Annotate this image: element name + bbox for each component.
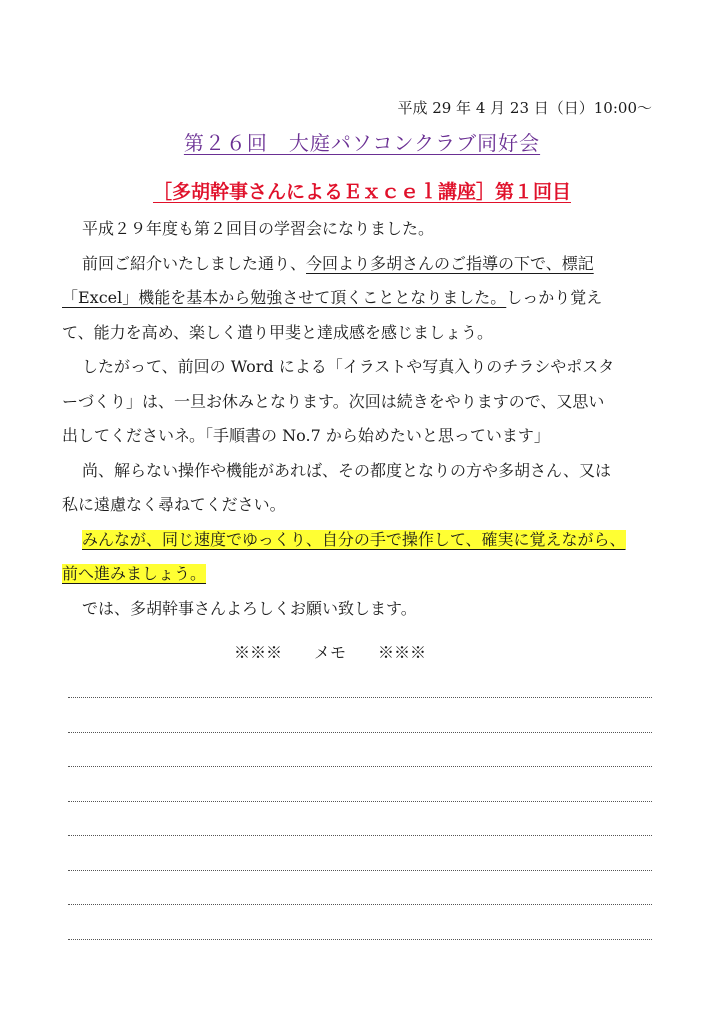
paragraph-2-line-1: [62, 247, 662, 282]
highlighted-text-1: みんなが、同じ速度でゆっくり、自分の手で操作して、確実に覚えながら、: [82, 529, 626, 549]
document-date: 平成 29 年 4 月 23 日（日）10:00～: [397, 99, 652, 117]
paragraph-2-underlined-text-2: 「Excel」機能を基本から勉強させて頂くこととなりました。: [62, 288, 507, 307]
paragraph-5-line-1: [62, 523, 662, 558]
paragraph-4-line-2: 私に遠慮なく尋ねてください。: [62, 495, 286, 514]
paragraph-3-line-2: ーづくり」は、一旦お休みとなります。次回は続きをやりますので、又思い: [62, 391, 605, 411]
memo-heading: ※※※ メモ ※※※: [234, 643, 427, 662]
memo-line: [68, 939, 652, 940]
document-subtitle: [0, 177, 724, 204]
memo-line: [68, 766, 652, 767]
memo-lines: [68, 697, 652, 973]
paragraph-6: では、多胡幹事さんよろしくお願い致します。: [82, 598, 417, 618]
paragraph-5-line-2: [62, 557, 662, 592]
paragraph-1: 平成２９年度も第２回目の学習会になりました。: [82, 219, 435, 238]
paragraph-2-text: 前回ご紹介いたしました通り、: [82, 253, 307, 273]
memo-line: [68, 835, 652, 836]
paragraph-2-underlined-text: 今回より多胡さんのご指導の下で、標記: [306, 253, 594, 273]
memo-line: [68, 732, 652, 733]
document-body: [62, 212, 662, 626]
document-subtitle-text: ［多胡幹事さんによるＥｘｃｅｌ講座］第１回目: [152, 181, 571, 203]
paragraph-2-text-2: しっかり覚え: [506, 288, 603, 307]
document-title-text: 第２６回 大庭パソコンクラブ同好会: [183, 131, 541, 155]
paragraph-4-line-1: 尚、解らない操作や機能があれば、その都度となりの方や多胡さん、又は: [82, 460, 611, 480]
paragraph-2-line-3: て、能力を高め、楽しく遣り甲斐と達成感を感じましょう。: [62, 322, 494, 342]
paragraph-3-line-1: したがって、前回の Word による「イラストや写真入りのチラシやポスタ: [82, 357, 615, 376]
document-title: [0, 127, 724, 156]
highlighted-text-2: 前へ進みましょう。: [62, 564, 207, 583]
paragraph-3-line-3: 出してくださいネ。「手順書の No.7 から始めたいと思っています」: [62, 426, 550, 445]
memo-line: [68, 697, 652, 698]
memo-line: [68, 904, 652, 905]
memo-line: [68, 801, 652, 802]
memo-line: [68, 870, 652, 871]
paragraph-2-line-2: [62, 281, 662, 316]
